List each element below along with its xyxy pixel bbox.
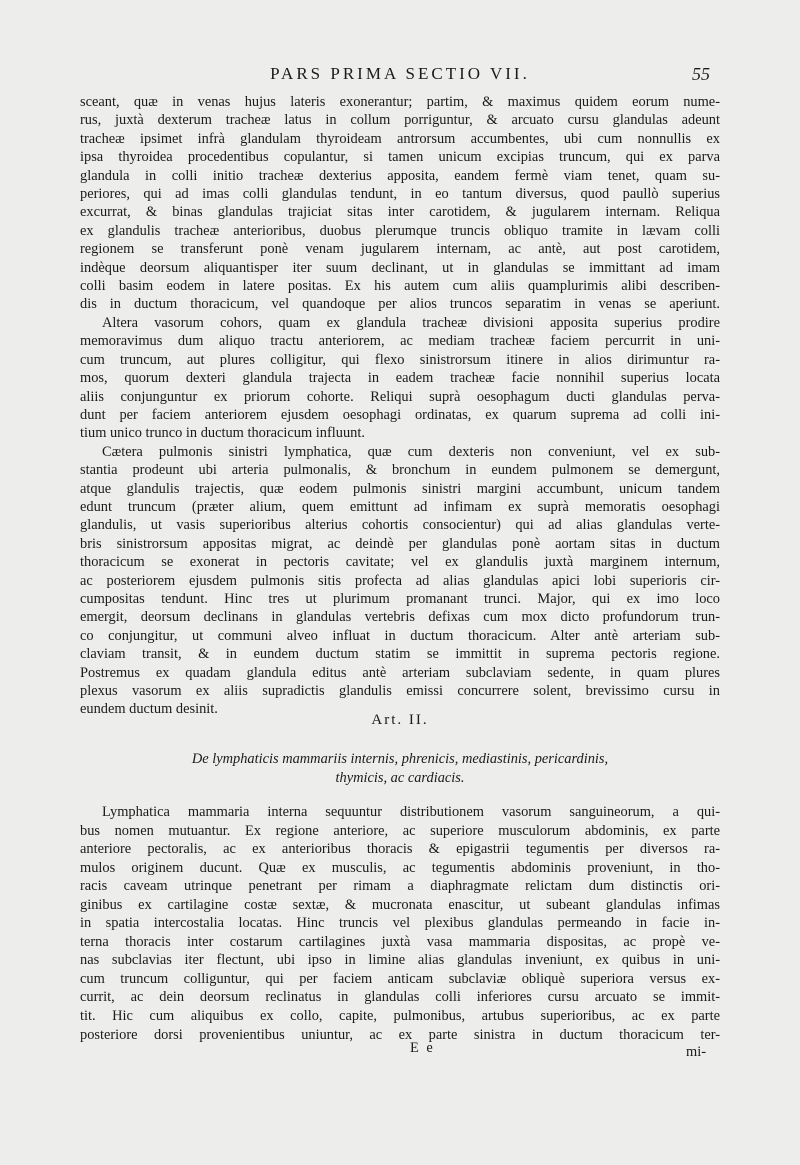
- text-line: emergit, deorsum declinans in glandulas vertebris defixas cum mox dicto profundorum trun-: [80, 609, 720, 626]
- text-line: Cætera pulmonis sinistri lymphatica, quæ cum dexteris non conveniunt, vel ex sub-: [102, 443, 720, 460]
- text-line: stantia prodeunt ubi arteria pulmonalis, & bronchum in eundem pulmonem se demergunt,: [80, 462, 720, 479]
- text-line: memoravimus dum aliquo tractu anteriorem, ac mediam tracheæ faciem percurrit in uni-: [80, 333, 720, 350]
- text-line: Lymphatica mammaria interna sequuntur distributionem vasorum sanguineorum, a qui-: [102, 804, 720, 820]
- article-heading: Art. II.: [371, 712, 429, 728]
- text-line: mulos originem ducunt. Quæ ex musculis, ac tegumentis abdominis proveniunt, in tho-: [80, 859, 720, 876]
- text-line: aliis conjunguntur ex priorum cohorte. Reliqui suprà oesophagum ducti glandulas perva-: [80, 388, 720, 405]
- text-line: eundem ductum desinit.: [80, 701, 218, 718]
- text-line: edunt truncum (præter alium, quem emittunt ad infimam ex suprà memoratis oesophagi: [80, 498, 720, 515]
- text-line: ginibus ex cartilagine costæ sextæ, & mucronata enascitur, ut subeant glandulas infimas: [80, 896, 720, 913]
- text-line: periores, qui ad imas colli glandulas tendunt, in eo tantum diversus, quod paullò superius: [80, 186, 720, 203]
- page-footer: [80, 1040, 720, 1060]
- text-line: racis caveam utrinque penetrant per rimam a diaphragmate relictam dum distinctis ori-: [80, 878, 720, 895]
- text-line: bus nomen mutuantur. Ex regione anteriore, ac superiore musculorum abdominis, ex parte: [80, 822, 720, 839]
- text-line: anteriore pectoralis, ac ex anterioribus thoracis & epigastrii tegumentis per diversos ra-: [80, 841, 720, 858]
- text-line: Postremus ex quadam glandula editus antè arteriam subclaviam sedente, in quam plures: [80, 664, 720, 681]
- text-line: dis in ductum thoracicum, vel quandoque per alios truncos separatim in venas se aperiunt.: [80, 296, 720, 313]
- text-line: posteriore dorsi provenientibus uniuntur, ac ex parte sinistra in ductum thoracicum ter-: [80, 1026, 720, 1043]
- text-line: nas subclavias iter flectunt, ubi ipso in limine alias glandulas inveniunt, ex quibus in uni-: [80, 952, 720, 969]
- section-two-text: [80, 803, 720, 1044]
- text-line: ac posteriorem ejusdem pulmonis sitis profecta ad alias glandulas apici lobi superioris cir-: [80, 572, 720, 589]
- text-line: Altera vasorum cohors, quam ex glandula tracheæ divisioni apposita superius prodire: [102, 314, 720, 331]
- section-one-text: [80, 93, 720, 719]
- text-line: terna thoracis inter costarum cartilagines juxtà vasa mammaria dispositas, ac propè ve-: [80, 933, 720, 950]
- text-line: mos, quorum dexteri glandula trajecta in eadem tracheæ facie nonnihil superius locata: [80, 370, 720, 387]
- page-number: 55: [692, 64, 710, 84]
- text-line: colli basim eodem in latere positas. Ex his autem cum aliis quamplurimis alibi describen-: [80, 278, 720, 295]
- text-line: cumpositas tendunt. Hinc tres ut plurimum promanant trunci. Major, qui ex imo loco: [80, 590, 720, 607]
- text-line: cum truncum, aut plures colligitur, qui flexo sinistrorsum itinere in alios dirimuntur ra-: [80, 351, 720, 368]
- text-line: excurrat, & binas glandulas trajiciat sitas inter carotidem, & jugularem internam. Reliqua: [80, 204, 720, 221]
- signature-mark: E e: [410, 1040, 435, 1056]
- text-line: dunt per faciem anteriorem ejusdem oesophagi ordinatas, ex quarum suprema ad colli ini-: [80, 406, 720, 423]
- text-line: indèque deorsum aliquantisper iter suum declinant, ut in glandulas se immittant ad imam: [80, 259, 720, 276]
- text-line: glandulis, ut vasis superioribus alterius cohortis consocientur) qui ad alias glandulas verte-: [80, 517, 720, 534]
- text-line: atque glandulis trajectis, quæ eodem pulmonis sinistri margini accumbunt, unicum tandem: [80, 480, 720, 497]
- text-line: tracheæ ipsimet infrà glandulam thyroideam antrorsum accumbentes, ubi cum nonnullis ex: [80, 130, 720, 147]
- text-line: sceant, quæ in venas hujus lateris exonerantur; partim, & maximus quidem eorum nume-: [80, 94, 720, 110]
- text-line: rus, juxtà dexterum tracheæ latus in collum porriguntur, & arcuato cursu glandulas adeunt: [80, 112, 720, 129]
- text-line: plexus vasorum ex aliis supradictis glandulis emissi concurrere solent, brevissimo cursu in: [80, 683, 720, 699]
- running-head: [80, 64, 720, 88]
- text-line: claviam transit, & in eundem ductum statim se immittit in suprema pectoris regione.: [80, 646, 720, 663]
- text-line: co conjungitur, ut communi alveo influat in ductum thoracicum. Alter antè arteriam sub-: [80, 627, 720, 644]
- running-title: PARS PRIMA SECTIO VII.: [270, 64, 530, 83]
- text-line: tit. Hic cum aliquibus ex collo, capite, pulmonibus, artubus superioribus, ac ex parte: [80, 1008, 720, 1025]
- text-line: cum truncum colliguntur, qui per faciem anticam subclaviæ obliquè superiora versus ex-: [80, 970, 720, 987]
- article-title: [80, 750, 720, 788]
- article-title-line: De lymphaticis mammariis internis, phrenicis, mediastinis, pericardinis,: [191, 751, 609, 767]
- text-line: tium unico trunco in ductum thoracicum influunt.: [80, 425, 365, 442]
- text-line: in spatia intercostalia locatas. Hinc truncis vel plexibus glandulas permeando in facie in-: [80, 915, 720, 932]
- text-line: currit, ac dein deorsum reclinatus in glandulas colli inferiores cursu arcuato se immit-: [80, 989, 720, 1006]
- text-line: ipsa thyroidea procedentibus copulantur, si tamen unicum excipias truncum, qui ex parva: [80, 149, 720, 166]
- text-line: bris sinistrorsum appositas migrat, ac deindè per glandulas ponè aortam sitas in ductum: [80, 535, 720, 552]
- text-line: regionem se transferunt ponè venam jugularem internam, ac antè, aut post carotidem,: [80, 241, 720, 258]
- text-line: ex glandulis tracheæ anterioribus, duobus plerumque truncis obliquo tramite in lævam colli: [80, 222, 720, 239]
- text-line: thoracicum se exonerat in pectoris cavitate; vel ex glandulis juxtà marginem internum,: [80, 554, 720, 571]
- article-title-line: thymicis, ac cardiacis.: [335, 770, 465, 786]
- catchword: mi-: [686, 1044, 706, 1060]
- text-line: glandula in colli initio tracheæ dexterius apposita, eandem fermè viam tenet, quam su-: [80, 167, 720, 184]
